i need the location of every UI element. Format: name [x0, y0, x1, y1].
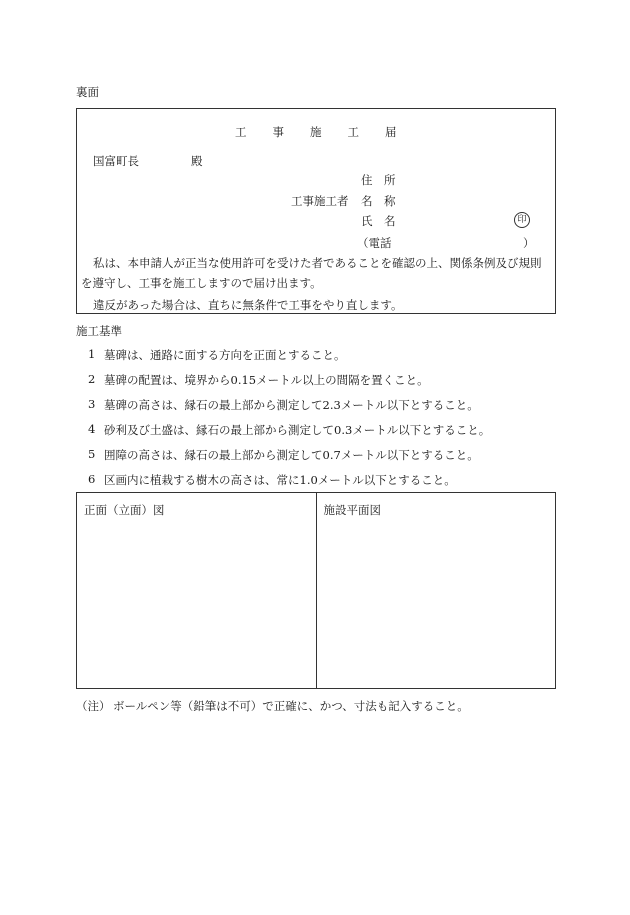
violation-text: 違反があった場合は、直ちに無条件で工事をやり直します。 [93, 298, 403, 312]
title-char: 届 [385, 125, 397, 139]
title-char: 工 [235, 125, 247, 139]
item-text: 墓碑の配置は、境界から0.15メートル以上の間隔を置くこと。 [104, 373, 429, 387]
declaration-text: 私は、本申請人が正当な使用許可を受けた者であることを確認の上、関係条例及び規則を遵守し、工事を施工しますので届け出ます。 [81, 256, 542, 290]
item-text: 墓碑の高さは、縁石の最上部から測定して2.3メートル以下とすること。 [104, 398, 479, 412]
drawing-area [76, 492, 556, 689]
item-number: 2 [88, 372, 96, 386]
seal-mark: 印 [514, 212, 530, 228]
item-number: 1 [88, 347, 96, 361]
site-plan-panel[interactable] [316, 493, 556, 688]
item-number: 3 [88, 397, 96, 411]
side-label: 裏面 [76, 85, 99, 99]
title-char: 事 [272, 125, 284, 139]
item-text: 囲障の高さは、縁石の最上部から測定して0.7メートル以下とすること。 [104, 448, 479, 462]
item-number: 4 [88, 422, 96, 436]
standards-heading: 施工基準 [76, 324, 122, 338]
title-char: 工 [347, 125, 359, 139]
notice-title [235, 124, 397, 140]
address-label: 住 所 [361, 173, 396, 187]
addressee-honorific: 殿 [191, 154, 203, 168]
addressee-name: 国富町長 [93, 154, 139, 168]
company-name-label: 名 称 [361, 194, 396, 208]
applicant-role: 工事施工者 [291, 194, 349, 208]
item-number: 5 [88, 447, 96, 461]
item-number: 6 [88, 472, 96, 486]
front-elevation-panel[interactable] [77, 493, 316, 688]
phone-close: ） [523, 236, 535, 250]
title-char: 施 [310, 125, 322, 139]
item-text: 区画内に植栽する樹木の高さは、常に1.0メートル以下とすること。 [104, 473, 456, 487]
item-text: 砂利及び土盛は、縁石の最上部から測定して0.3メートル以下とすること。 [104, 423, 491, 437]
note-text: ボールペン等（鉛筆は不可）で正確に、かつ、寸法も記入すること。 [113, 699, 469, 713]
construction-notice-box [76, 108, 556, 314]
site-plan-label: 施設平面図 [323, 503, 381, 517]
item-text: 墓碑は、通路に面する方向を正面とすること。 [104, 348, 346, 362]
note-prefix: （注） [76, 699, 111, 713]
phone-open: （電話 [357, 236, 392, 250]
person-name-label: 氏 名 [361, 214, 396, 228]
front-elevation-label: 正面（立面）図 [84, 503, 165, 517]
